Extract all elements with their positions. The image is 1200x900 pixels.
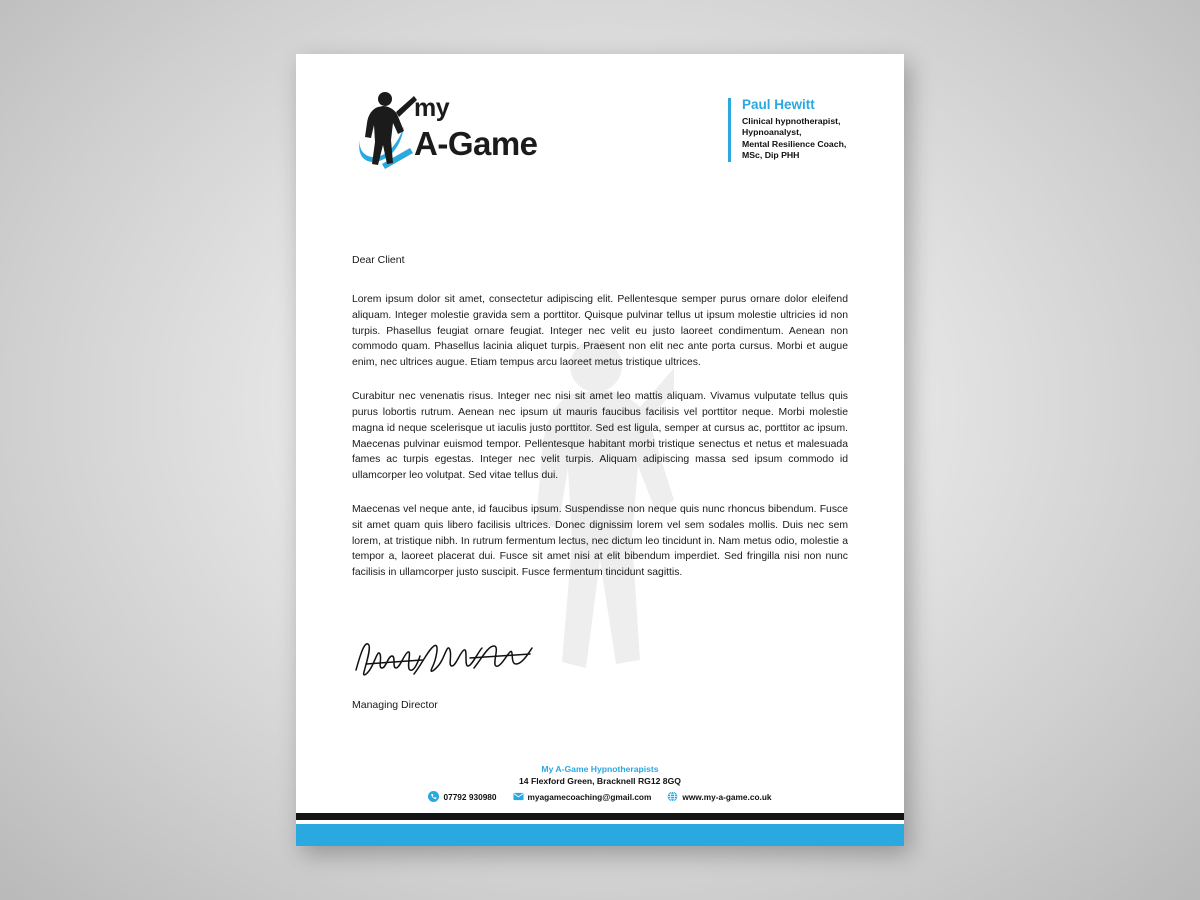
letter-paragraph: Lorem ipsum dolor sit amet, consectetur adipiscing elit. Pellentesque semper purus ornare dolor eleifend aliquam. Integer molestie gravida sem a porttitor. Quisque pulvinar tellus ut ipsum molestie ultricies id non turpis. Phasellus feugiat ornare feugiat. Integer nec velit eu justo laoreet condimentum. Aenean non commodo quam. Phasellus lacinia aliquet turpis. Praesent non elit nec ante porta cursus. Morbi et augue enim, nec ultrices augue. Etiam tempus arcu laoreet metus tristique ultrices. bbox=[352, 294, 848, 369]
header-contact-block bbox=[728, 98, 872, 162]
email-icon bbox=[513, 791, 524, 802]
letter-paragraph: Curabitur nec venenatis risus. Integer nec nisi sit amet leo mattis aliquam. Vivamus vulputate tellus quis purus lobortis rutrum. Aenean nec ipsum ut mauris faucibus facilisis vel porttitor neque. Morbi molestie magna id neque scelerisque ut iaculis justo porttitor. Sed est ligula, semper at cursus ac, porttitor ac ipsum. Maecenas pulvinar euismod tempor. Pellentesque habitant morbi tristique senectus et netus et malesuada fames ac turpis egestas. Integer nec velit turpis. Aliquam adipiscing massa sed ipsum commodo id ullamcorper leo volutpat. Sed vitae tellus dui. bbox=[352, 391, 848, 482]
letterhead-footer bbox=[296, 764, 904, 802]
footer-company-name: My A-Game Hypnotherapists bbox=[541, 764, 659, 774]
signature-icon bbox=[352, 634, 542, 680]
footer-contact-list bbox=[296, 791, 904, 802]
contact-credentials bbox=[742, 116, 872, 162]
footer-email-text: myagamecoaching@gmail.com bbox=[527, 791, 652, 802]
credential-line: Hypnoanalyst, bbox=[742, 127, 802, 138]
golfer-silhouette-icon bbox=[352, 90, 422, 174]
credential-line: MSc, Dip PHH bbox=[742, 150, 800, 161]
brand-logo-text bbox=[414, 96, 538, 160]
signatory-title: Managing Director bbox=[352, 699, 438, 711]
contact-person-name: Paul Hewitt bbox=[742, 97, 815, 112]
globe-icon bbox=[667, 791, 678, 802]
footer-phone[interactable] bbox=[428, 791, 496, 802]
phone-icon bbox=[428, 791, 439, 802]
credential-line: Clinical hypnotherapist, bbox=[742, 115, 841, 126]
letterhead-header bbox=[296, 54, 904, 184]
footer-website[interactable] bbox=[667, 791, 771, 802]
brand-logo-line1: my bbox=[414, 94, 450, 122]
letterhead-page bbox=[296, 54, 904, 846]
brand-logo-line2: A-Game bbox=[414, 125, 538, 162]
footer-website-text: www.my-a-game.co.uk bbox=[682, 791, 772, 802]
letter-body bbox=[352, 254, 848, 599]
letter-paragraph: Maecenas vel neque ante, id faucibus ipsum. Suspendisse non neque quis nunc rhoncus bibendum. Fusce sit amet quam quis libero facilisis ultrices. Donec dignissim lorem vel sem sodales mollis. Duis nec sem lorem, at tristique nibh. In rutrum fermentum lectus, nec dictum leo tincidunt in. Nam metus odio, molestie a tempor a, laoreet placerat dui. Fusce sit amet nisi at elit bibendum imperdiet. Sed fringilla nisi non nunc facilisis in ullamcorper justo suscipit. Fusce fermentum tincidunt sagittis. bbox=[352, 503, 848, 579]
footer-address: 14 Flexford Green, Bracknell RG12 8GQ bbox=[519, 776, 681, 786]
footer-dark-bar bbox=[296, 813, 904, 820]
brand-logo[interactable] bbox=[352, 90, 632, 180]
signature-block bbox=[352, 634, 652, 711]
footer-phone-text: 07792 930980 bbox=[443, 791, 497, 802]
footer-email[interactable] bbox=[513, 791, 652, 802]
salutation: Dear Client bbox=[352, 254, 405, 266]
footer-blue-bar bbox=[296, 824, 904, 846]
credential-line: Mental Resilience Coach, bbox=[742, 138, 847, 149]
